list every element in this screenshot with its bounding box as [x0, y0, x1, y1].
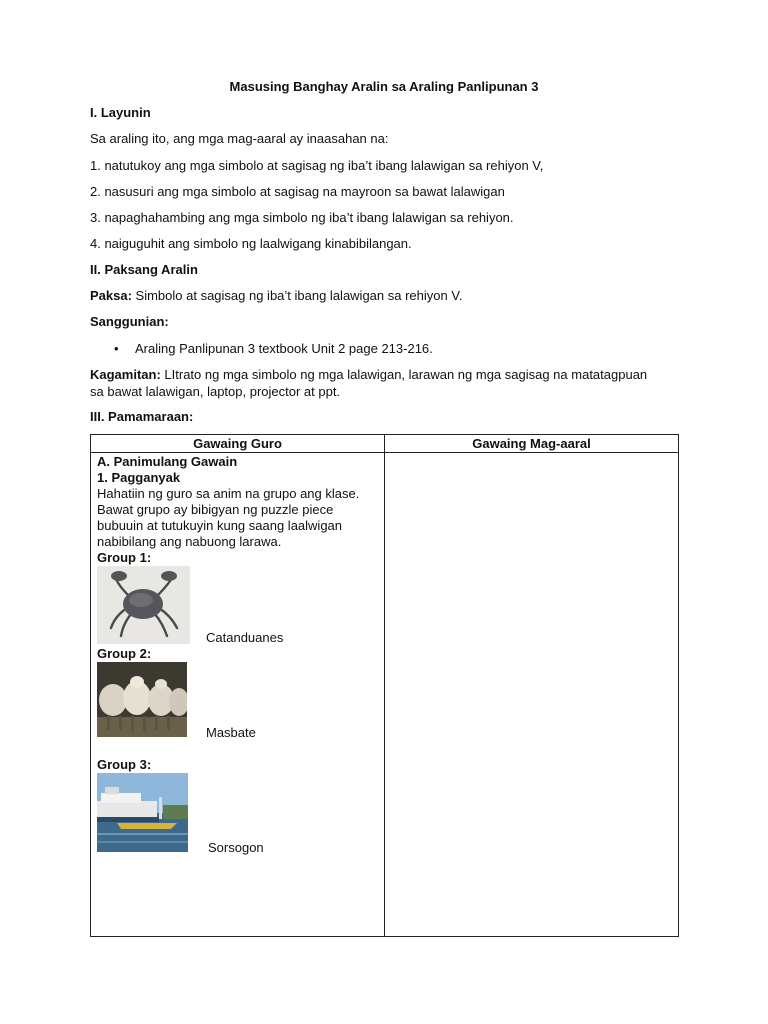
kagamitan-value-1: LItrato ng mga simbolo ng mga lalawigan, larawan ng mga sagisag na matatagpuan — [160, 367, 648, 382]
crab-photo-icon — [97, 566, 190, 644]
kagamitan-value-2: sa bawat lalawigan, laptop, projector at ppt. — [90, 384, 341, 399]
procedure-table — [90, 434, 679, 937]
group-1-label: Group 1: — [97, 550, 152, 565]
sanggunian-label: Sanggunian: — [90, 314, 169, 329]
objective-3: 3. napaghahambing ang mga simbolo ng iba’t ibang lalawigan sa rehiyon. — [90, 210, 514, 225]
col-header-gawaing-mag-aaral: Gawaing Mag-aaral — [385, 435, 679, 453]
group-2-caption: Masbate — [206, 725, 256, 740]
section-paksang-aralin-heading: II. Paksang Aralin — [90, 262, 198, 277]
instruction-line-3: bubuuin at tutukuyin kung saang laalwigan — [97, 518, 343, 533]
objective-4: 4. naiguguhit ang simbolo ng laalwigang kinabibilangan. — [90, 236, 412, 251]
kagamitan-label: Kagamitan: — [90, 367, 161, 382]
group-3-caption: Sorsogon — [208, 840, 264, 855]
section-layunin-heading: I. Layunin — [90, 105, 151, 120]
objective-2: 2. nasusuri ang mga simbolo at sagisag na mayroon sa bawat lalawigan — [90, 184, 505, 199]
group-1-caption: Catanduanes — [206, 630, 284, 645]
instruction-line-4: nabibilang ang nabuong larawa. — [97, 534, 282, 549]
col-header-gawaing-guro: Gawaing Guro — [91, 435, 385, 453]
instruction-line-1: Hahatiin ng guro sa anim na grupo ang klase. — [97, 486, 360, 501]
objective-1: 1. natutukoy ang mga simbolo at sagisag ng iba’t ibang lalawigan sa rehiyon V, — [90, 158, 544, 173]
instruction-line-2: Bawat grupo ay bibigyan ng puzzle piece — [97, 502, 334, 517]
group-2-label: Group 2: — [97, 646, 152, 661]
cattle-photo-icon — [97, 662, 187, 737]
sanggunian-item: Araling Panlipunan 3 textbook Unit 2 page 213-216. — [135, 341, 433, 356]
paksa-value: Simbolo at sagisag ng iba’t ibang lalawigan sa rehiyon V. — [131, 288, 463, 303]
panimulang-gawain-heading: A. Panimulang Gawain — [97, 454, 238, 469]
ferry-boat-photo-icon — [97, 773, 188, 852]
group-3-label: Group 3: — [97, 757, 152, 772]
student-activity-cell — [385, 453, 679, 937]
teacher-activity-cell — [91, 453, 385, 937]
paksa-line — [90, 287, 690, 304]
kagamitan-line — [90, 366, 690, 383]
pagganyak-heading: 1. Pagganyak — [97, 470, 181, 485]
layunin-intro: Sa araling ito, ang mga mag-aaral ay inaasahan na: — [90, 131, 389, 146]
section-pamamaraan-heading: III. Pamamaraan: — [90, 409, 194, 424]
bullet-icon: • — [114, 341, 119, 356]
paksa-label: Paksa: — [90, 288, 132, 303]
document-title: Masusing Banghay Aralin sa Araling Panlipunan 3 — [229, 79, 539, 94]
